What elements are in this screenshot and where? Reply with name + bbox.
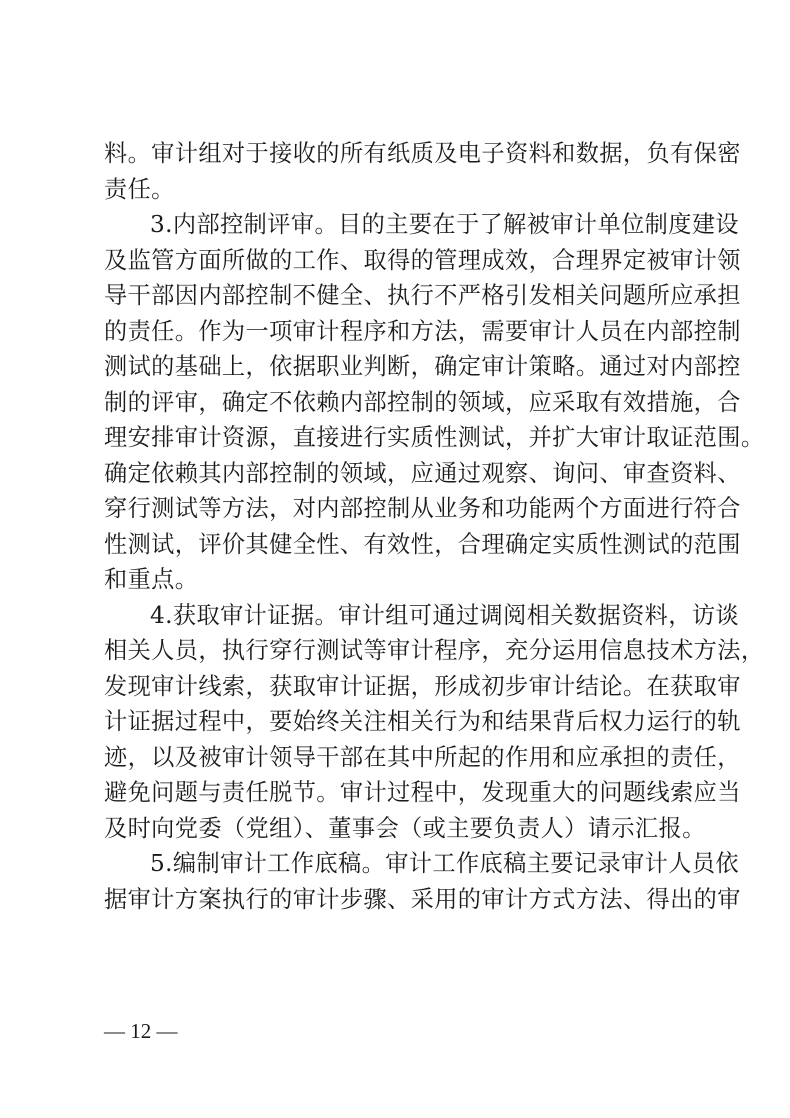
text-line: 测试的基础上，依据职业判断，确定审计策略。通过对内部控 bbox=[104, 353, 741, 380]
text-line: 3.内部控制评审。目的主要在于了解被审计单位制度建设 bbox=[150, 211, 740, 238]
body-text bbox=[104, 136, 765, 917]
text-line: 理安排审计资源，直接进行实质性测试，并扩大审计取证范围。 bbox=[104, 424, 765, 451]
text-line: 相关人员，执行穿行测试等审计程序，充分运用信息技术方法， bbox=[104, 637, 765, 664]
text-line: 穿行测试等方法，对内部控制从业务和功能两个方面进行符合 bbox=[104, 495, 741, 522]
text-line: 料。审计组对于接收的所有纸质及电子资料和数据，负有保密 bbox=[104, 140, 741, 167]
text-line: 性测试，评价其健全性、有效性，合理确定实质性测试的范围 bbox=[104, 530, 741, 558]
text-line: 及时向党委（党组）、董事会（或主要负责人）请示汇报。 bbox=[104, 814, 706, 842]
text-line: 及监管方面所做的工作、取得的管理成效，合理界定被审计领 bbox=[104, 246, 741, 274]
text-line: 5.编制审计工作底稿。审计工作底稿主要记录审计人员依 bbox=[150, 850, 740, 877]
text-line: 4.获取审计证据。审计组可通过调阅相关数据资料，访谈 bbox=[150, 601, 740, 629]
text-line: 制的评审，确定不依赖内部控制的领域，应采取有效措施，合 bbox=[104, 388, 741, 416]
page-number: — 12 — bbox=[104, 1019, 178, 1043]
text-line: 确定依赖其内部控制的领域，应通过观察、询问、审查资料、 bbox=[104, 459, 741, 487]
text-line: 迹，以及被审计领导干部在其中所起的作用和应承担的责任， bbox=[104, 743, 741, 771]
text-line: 避免问题与责任脱节。审计过程中，发现重大的问题线索应当 bbox=[104, 779, 741, 806]
text-line: 责任。 bbox=[104, 175, 175, 203]
text-line: 的责任。作为一项审计程序和方法，需要审计人员在内部控制 bbox=[104, 317, 741, 345]
text-line: 发现审计线索，获取审计证据，形成初步审计结论。在获取审 bbox=[104, 672, 741, 700]
text-line: 和重点。 bbox=[104, 566, 199, 593]
text-line: 据审计方案执行的审计步骤、采用的审计方式方法、得出的审 bbox=[104, 885, 741, 913]
text-line: 计证据过程中，要始终关注相关行为和结果背后权力运行的轨 bbox=[104, 708, 741, 735]
text-line: 导干部因内部控制不健全、执行不严格引发相关问题所应承担 bbox=[104, 282, 741, 309]
